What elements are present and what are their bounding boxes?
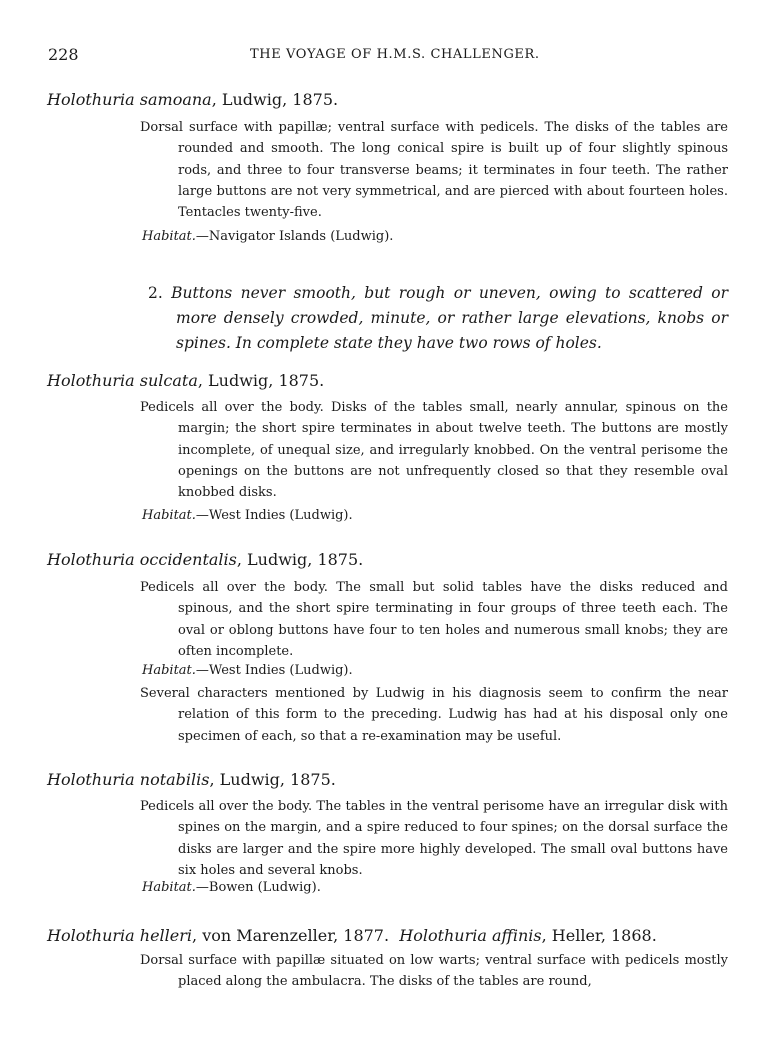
habitat-text: —West Indies (Ludwig). xyxy=(195,508,353,523)
habitat-label: Habitat. xyxy=(142,229,196,244)
species-author: , Ludwig, 1875. xyxy=(197,371,325,390)
habitat-text: —Navigator Islands (Ludwig). xyxy=(195,229,394,244)
running-title: THE VOYAGE OF H.M.S. CHALLENGER. xyxy=(250,47,540,62)
remark-paragraph: Several characters mentioned by Ludwig in his diagnosis seem to confirm the near relation of this form to the preceding. Ludwig has had at his disposal only one specimen of each, so that a re-examination may be useful. xyxy=(140,686,728,744)
species-title-helleri xyxy=(47,926,657,945)
page-number: 228 xyxy=(48,45,79,64)
description-paragraph: Dorsal surface with papillæ situated on low warts; ventral surface with pedicels mostly placed along the ambulacra. The disks of the tables are round, xyxy=(140,953,728,990)
section-heading-text: Buttons never smooth, but rough or uneven, owing to scattered or more densely crowded, minute, or rather large elevations, knobs or spines. In complete state they have two rows of holes. xyxy=(171,284,728,352)
species-author: , Ludwig, 1875. xyxy=(209,770,336,789)
habitat-label: Habitat. xyxy=(142,508,196,523)
species-title-occidentalis xyxy=(47,550,363,569)
species-title-samoana xyxy=(47,90,338,109)
habitat-line xyxy=(142,508,353,523)
synonym-name: Holothuria affinis xyxy=(399,926,542,945)
habitat-label: Habitat. xyxy=(142,880,196,895)
species-name: Holothuria occidentalis xyxy=(47,550,237,569)
description-paragraph: Pedicels all over the body. The small but solid tables have the disks reduced and spinous, and the short spire terminating in four groups of three teeth each. The oval or oblong buttons have four to ten holes and numerous small knobs; they are often incomplete. xyxy=(140,580,728,659)
section-heading xyxy=(122,281,728,356)
description-paragraph: Dorsal surface with papillæ; ventral surface with pedicels. The disks of the tables are rounded and smooth. The long conical spire is built up of four slightly spinous rods, and three to four transverse beams; it terminates in four teeth. The rather large buttons are not very symmetrical, and are pierced with about fourteen holes. Tentacles twenty-five. xyxy=(140,120,728,221)
habitat-label: Habitat. xyxy=(142,663,196,678)
species-title-sulcata xyxy=(47,371,324,390)
habitat-line xyxy=(142,229,393,244)
species-title-notabilis xyxy=(47,770,336,789)
species-author: , von Marenzeller, 1877. xyxy=(192,926,390,945)
species-name: Holothuria helleri xyxy=(47,926,193,945)
habitat-line xyxy=(142,880,321,895)
species-name: Holothuria samoana xyxy=(47,90,212,109)
species-name: Holothuria sulcata xyxy=(47,371,198,390)
species-author: , Ludwig, 1875. xyxy=(236,550,364,569)
page-header xyxy=(48,45,728,69)
description-paragraph: Pedicels all over the body. The tables in the ventral perisome have an irregular disk with spines on the margin, and a spire reduced to four spines; on the dorsal surface the disks are larger and the spire more highly developed. The small oval buttons have six holes and several knobs. xyxy=(140,799,728,878)
description-paragraph: Pedicels all over the body. Disks of the tables small, nearly annular, spinous on the margin; the short spire terminates in about twelve teeth. The buttons are mostly incomplete, of unequal size, and irregularly knobbed. On the ventral perisome the openings on the buttons are not unfrequently closed so that they resemble oval knobbed disks. xyxy=(140,400,728,501)
synonym-author: , Heller, 1868. xyxy=(541,926,657,945)
species-author: , Ludwig, 1875. xyxy=(211,90,339,109)
habitat-line xyxy=(142,663,353,678)
habitat-text: —Bowen (Ludwig). xyxy=(195,880,321,895)
habitat-text: —West Indies (Ludwig). xyxy=(195,663,353,678)
species-name: Holothuria notabilis xyxy=(47,770,210,789)
section-number: 2. xyxy=(148,284,163,302)
